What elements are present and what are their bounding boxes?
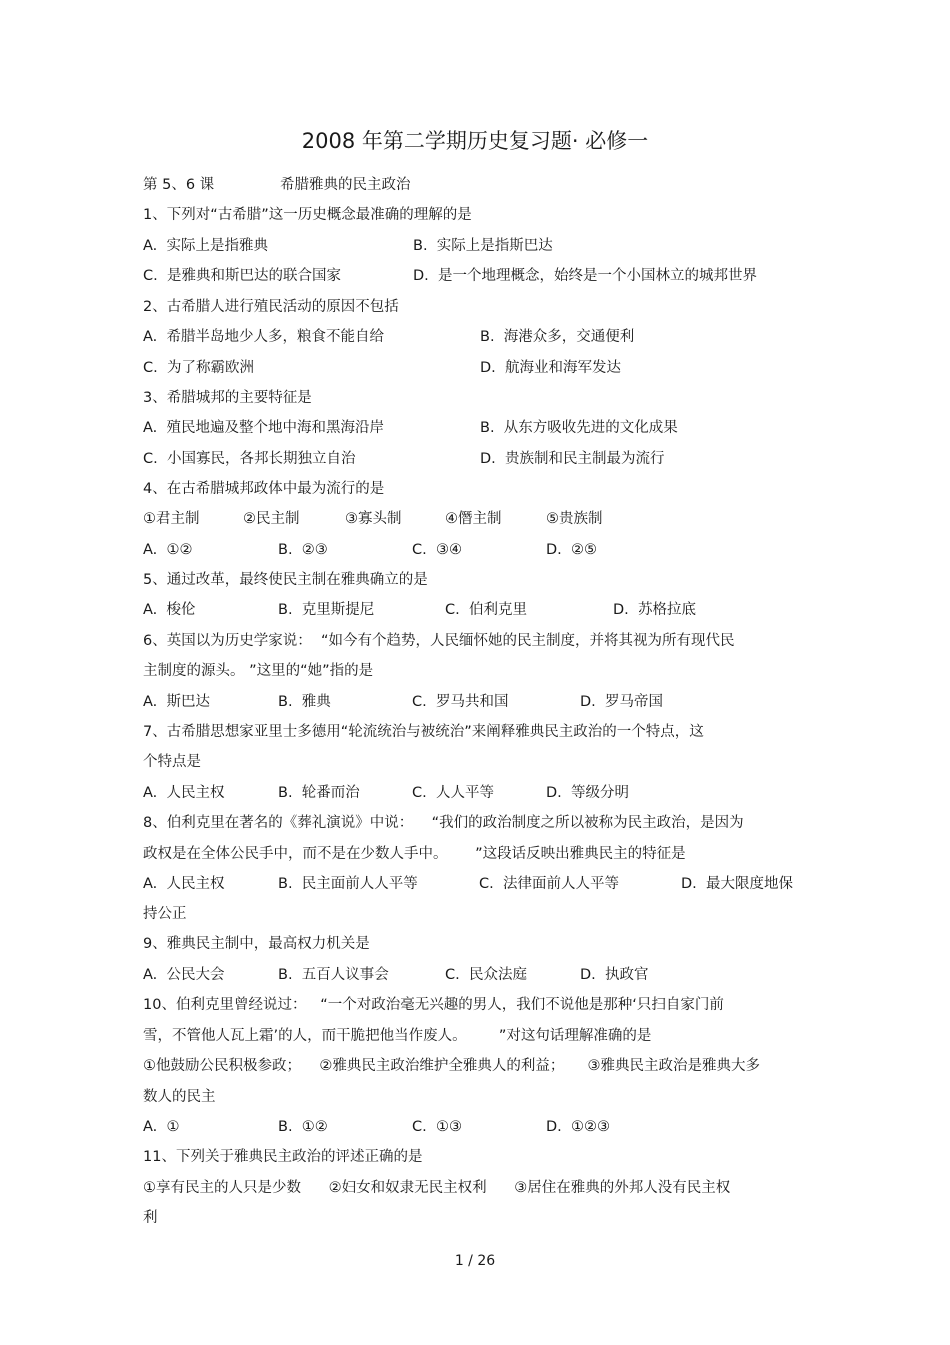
question-1-stem: 1、下列对“古希腊”这一历史概念最准确的理解的是 bbox=[143, 207, 472, 223]
question-3-option-d: D. 贵族制和民主制最为流行 bbox=[480, 451, 665, 467]
question-3-option-b: B. 从东方吸收先进的文化成果 bbox=[480, 420, 678, 436]
question-3-stem: 3、希腊城邦的主要特征是 bbox=[143, 390, 312, 406]
question-4-item-2: ②民主制 bbox=[243, 511, 300, 527]
question-2-stem: 2、古希腊人进行殖民活动的原因不包括 bbox=[143, 299, 399, 315]
question-4-option-d: D. ②⑤ bbox=[546, 542, 597, 558]
question-8-option-d: D. 最大限度地保 bbox=[681, 876, 793, 892]
question-10-stem-line-2: 雪，不管他人瓦上霜’的人，而干脆把他当作废人。 ”对这句话理解准确的是 bbox=[143, 1028, 652, 1044]
page-title: 2008 年第二学期历史复习题· 必修一 bbox=[301, 129, 649, 153]
question-1-option-a: A. 实际上是指雅典 bbox=[143, 238, 268, 254]
question-8-option-b: B. 民主面前人人平等 bbox=[278, 876, 418, 892]
question-4-item-3: ③寡头制 bbox=[345, 511, 402, 527]
question-11-stem: 11、下列关于雅典民主政治的评述正确的是 bbox=[143, 1149, 423, 1165]
question-1-option-d: D. 是一个地理概念，始终是一个小国林立的城邦世界 bbox=[413, 268, 757, 284]
question-9-option-a: A. 公民大会 bbox=[143, 967, 225, 983]
question-6-option-a: A. 斯巴达 bbox=[143, 694, 210, 710]
lesson-name: 希腊雅典的民主政治 bbox=[280, 177, 411, 193]
question-1-option-b: B. 实际上是指斯巴达 bbox=[413, 238, 553, 254]
question-8-stem-line-1: 8、伯利克里在著名的《葬礼演说》中说： “我们的政治制度之所以被称为民主政治，是因为 bbox=[143, 815, 744, 831]
question-8-option-c: C. 法律面前人人平等 bbox=[479, 876, 619, 892]
question-7-option-c: C. 人人平等 bbox=[412, 785, 494, 801]
question-5-stem: 5、通过改革，最终使民主制在雅典确立的是 bbox=[143, 572, 428, 588]
question-4-item-5: ⑤贵族制 bbox=[546, 511, 603, 527]
question-7-stem-line-2: 个特点是 bbox=[143, 754, 201, 770]
question-6-option-c: C. 罗马共和国 bbox=[412, 694, 509, 710]
question-7-stem-line-1: 7、古希腊思想家亚里士多德用“轮流统治与被统治”来阐释雅典民主政治的一个特点，这 bbox=[143, 724, 704, 740]
question-3-option-a: A. 殖民地遍及整个地中海和黑海沿岸 bbox=[143, 420, 384, 436]
question-6-option-b: B. 雅典 bbox=[278, 694, 331, 710]
question-6-option-d: D. 罗马帝国 bbox=[580, 694, 663, 710]
question-6-stem-line-2: 主制度的源头。 ”这里的“她”指的是 bbox=[143, 663, 374, 679]
question-4-option-c: C. ③④ bbox=[412, 542, 462, 558]
page-number: 1 / 26 bbox=[454, 1253, 496, 1269]
question-10-option-d: D. ①②③ bbox=[546, 1119, 610, 1135]
question-4-option-b: B. ②③ bbox=[278, 542, 328, 558]
question-5-option-d: D. 苏格拉底 bbox=[613, 602, 696, 618]
question-4-option-a: A. ①② bbox=[143, 542, 193, 558]
question-10-option-c: C. ①③ bbox=[412, 1119, 462, 1135]
question-5-option-a: A. 梭伦 bbox=[143, 602, 196, 618]
question-2-option-c: C. 为了称霸欧洲 bbox=[143, 360, 254, 376]
question-6-stem-line-1: 6、英国以为历史学家说： “如今有个趋势，人民缅怀她的民主制度，并将其视为所有现代民 bbox=[143, 633, 735, 649]
question-2-option-d: D. 航海业和海军发达 bbox=[480, 360, 621, 376]
question-7-option-a: A. 人民主权 bbox=[143, 785, 225, 801]
question-8-stem-line-2: 政权是在全体公民手中，而不是在少数人手中。 ”这段话反映出雅典民主的特征是 bbox=[143, 846, 686, 862]
question-8-option-a: A. 人民主权 bbox=[143, 876, 225, 892]
question-4-stem: 4、在古希腊城邦政体中最为流行的是 bbox=[143, 481, 385, 497]
question-10-items-continued: 数人的民主 bbox=[143, 1089, 216, 1105]
question-11-items-continued: 利 bbox=[143, 1210, 158, 1226]
question-3-option-c: C. 小国寡民，各邦长期独立自治 bbox=[143, 451, 356, 467]
question-10-stem-line-1: 10、伯利克里曾经说过： “一个对政治毫无兴趣的男人，我们不说他是那种‘只扫自家门前 bbox=[143, 997, 724, 1013]
question-9-stem: 9、雅典民主制中，最高权力机关是 bbox=[143, 936, 370, 952]
question-2-option-a: A. 希腊半岛地少人多，粮食不能自给 bbox=[143, 329, 384, 345]
question-5-option-c: C. 伯利克里 bbox=[445, 602, 527, 618]
lesson-number: 第 5、6 课 bbox=[143, 177, 215, 193]
question-9-option-b: B. 五百人议事会 bbox=[278, 967, 389, 983]
question-4-item-1: ①君主制 bbox=[143, 511, 200, 527]
question-9-option-d: D. 执政官 bbox=[580, 967, 649, 983]
question-8-option-d-continued: 持公正 bbox=[143, 906, 187, 922]
question-7-option-b: B. 轮番而治 bbox=[278, 785, 360, 801]
question-11-items-line: ①享有民主的人只是少数 ②妇女和奴隶无民主权利 ③居住在雅典的外邦人没有民主权 bbox=[143, 1180, 731, 1196]
question-2-option-b: B. 海港众多，交通便利 bbox=[480, 329, 635, 345]
question-7-option-d: D. 等级分明 bbox=[546, 785, 629, 801]
question-4-item-4: ④僭主制 bbox=[445, 511, 502, 527]
question-10-option-a: A. ① bbox=[143, 1119, 180, 1135]
question-5-option-b: B. 克里斯提尼 bbox=[278, 602, 375, 618]
question-1-option-c: C. 是雅典和斯巴达的联合国家 bbox=[143, 268, 341, 284]
question-10-items-line: ①他鼓励公民积极参政； ②雅典民主政治维护全雅典人的利益； ③雅典民主政治是雅典大多 bbox=[143, 1058, 760, 1074]
question-10-option-b: B. ①② bbox=[278, 1119, 328, 1135]
question-9-option-c: C. 民众法庭 bbox=[445, 967, 527, 983]
